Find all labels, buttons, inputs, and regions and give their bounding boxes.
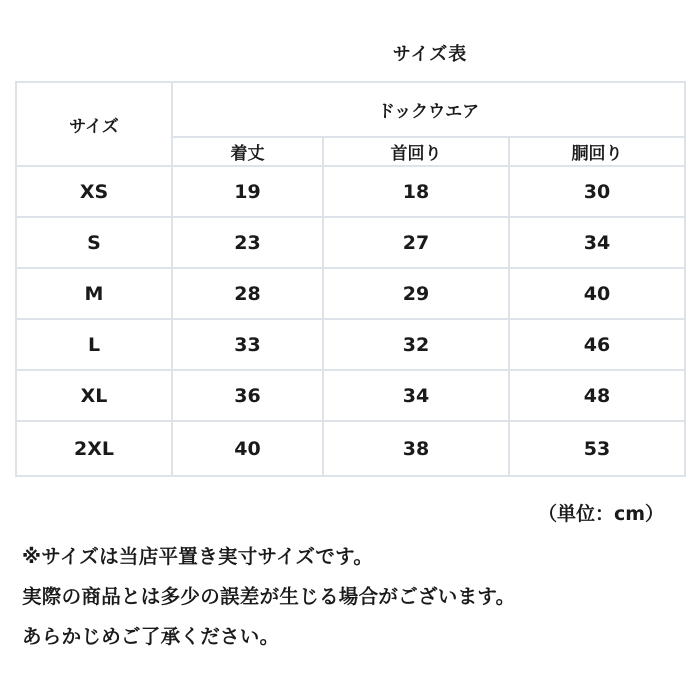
size-cell: L bbox=[16, 319, 172, 370]
chest-cell: 30 bbox=[509, 166, 685, 217]
page-title: サイズ表 bbox=[392, 44, 468, 65]
length-cell: 33 bbox=[172, 319, 323, 370]
column-header-length: 着丈 bbox=[172, 137, 323, 166]
length-cell: 40 bbox=[172, 421, 323, 476]
chest-cell: 48 bbox=[509, 370, 685, 421]
table-row bbox=[16, 421, 685, 476]
group-header: ドックウエア bbox=[172, 82, 685, 137]
size-cell: XS bbox=[16, 166, 172, 217]
chest-cell: 46 bbox=[509, 319, 685, 370]
table-row bbox=[16, 319, 685, 370]
neck-cell: 18 bbox=[323, 166, 509, 217]
unit-note: （単位：cm） bbox=[537, 503, 664, 525]
neck-cell: 32 bbox=[323, 319, 509, 370]
length-cell: 36 bbox=[172, 370, 323, 421]
size-cell: M bbox=[16, 268, 172, 319]
table-row bbox=[16, 370, 685, 421]
note-line: ※サイズは当店平置き実寸サイズです。 bbox=[22, 545, 374, 568]
table-row bbox=[16, 166, 685, 217]
column-header-neck: 首回り bbox=[323, 137, 509, 166]
length-cell: 19 bbox=[172, 166, 323, 217]
table-header-row bbox=[16, 82, 685, 137]
length-cell: 28 bbox=[172, 268, 323, 319]
table-row bbox=[16, 268, 685, 319]
size-cell: S bbox=[16, 217, 172, 268]
length-cell: 23 bbox=[172, 217, 323, 268]
size-table bbox=[15, 81, 686, 477]
size-cell: 2XL bbox=[16, 421, 172, 476]
notes-block bbox=[22, 537, 515, 657]
column-header-chest: 胴回り bbox=[509, 137, 685, 166]
chest-cell: 34 bbox=[509, 217, 685, 268]
note-line: あらかじめご了承ください。 bbox=[22, 625, 280, 648]
chest-cell: 53 bbox=[509, 421, 685, 476]
chest-cell: 40 bbox=[509, 268, 685, 319]
size-column-header: サイズ bbox=[16, 82, 172, 166]
table-row bbox=[16, 217, 685, 268]
note-line: 実際の商品とは多少の誤差が生じる場合がございます。 bbox=[22, 585, 516, 608]
neck-cell: 29 bbox=[323, 268, 509, 319]
size-cell: XL bbox=[16, 370, 172, 421]
neck-cell: 38 bbox=[323, 421, 509, 476]
neck-cell: 34 bbox=[323, 370, 509, 421]
neck-cell: 27 bbox=[323, 217, 509, 268]
